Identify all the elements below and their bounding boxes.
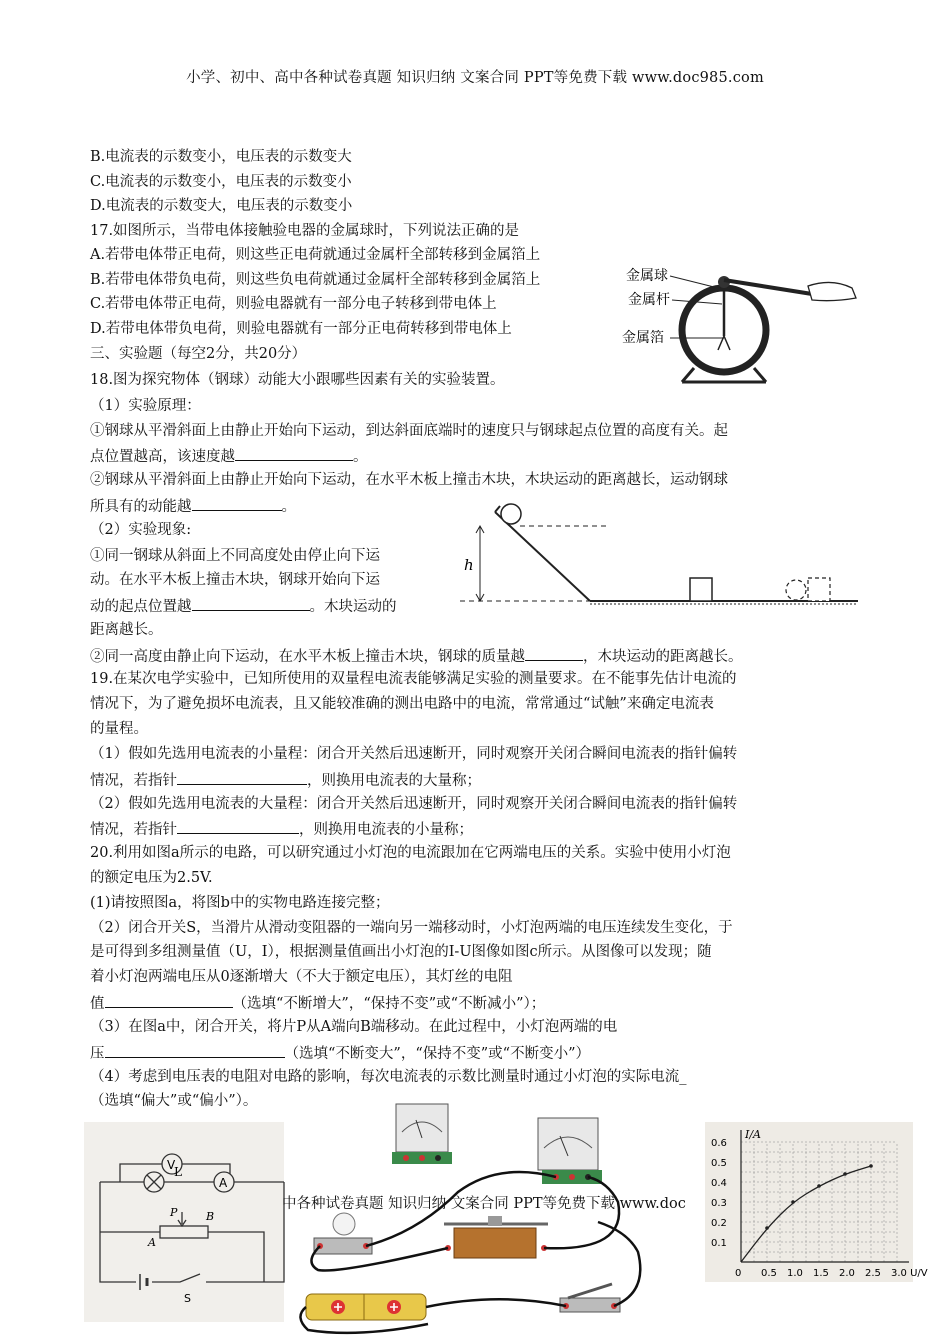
q20-part2a: （2）闭合开关S，当滑片从滑动变阻器的一端向另一端移动时，小灯泡两端的电压连续发生变化，于 [90, 920, 733, 936]
q18-principle-2a: ②钢球从平滑斜面上由静止开始向下运动，在水平木板上撞击木块，木块运动的距离越长，运动钢球 [90, 472, 728, 488]
q18-phenomenon-2: ②同一高度由静止向下运动，在水平木板上撞击木块，钢球的质量越 ，木块运动的距离越长。 [90, 645, 743, 667]
q16-option-c: C.电流表的示数变小，电压表的示数变小 [90, 174, 352, 190]
data-point [765, 1226, 769, 1230]
q19-part1a: （1）假如先选用电流表的小量程：闭合开关然后迅速断开，同时观察开关闭合瞬间电流表的指针偏转 [90, 746, 738, 762]
data-point [843, 1172, 847, 1176]
x-tick-label: 3.0 U/V [891, 1268, 928, 1279]
q20-part4b: （选填“偏大”或“偏小”）。 [90, 1093, 258, 1109]
answer-blank[interactable] [192, 495, 282, 511]
q20-part1: (1)请按照图a，将图b中的实物电路连接完整； [90, 895, 390, 911]
ball-moved [786, 580, 806, 600]
q18-phenomenon-1d: 距离越长。 [90, 622, 163, 638]
answer-blank[interactable] [177, 769, 307, 785]
q16-option-d: D.电流表的示数变大，电压表的示数变小 [90, 198, 353, 214]
wood-block [690, 578, 712, 601]
data-point [869, 1164, 873, 1168]
q19-stem-b: 情况下，为了避免损坏电流表，且又能较准确的测出电路中的电流，常常通过“试触”来确定电流表 [90, 696, 714, 712]
answer-blank[interactable] [105, 1042, 285, 1058]
q20-part4a: （4）考虑到电压表的电阻对电路的影响，每次电流表的示数比测量时通过小灯泡的实际电流_ [90, 1069, 687, 1085]
steel-ball [501, 504, 521, 524]
end-a-label: A [148, 1236, 156, 1249]
q19-stem-c: 的量程。 [90, 721, 148, 737]
label-metal-ball: 金属球 [626, 268, 668, 284]
hand-icon [808, 282, 856, 300]
x-tick-label: 0.5 [761, 1268, 777, 1279]
section-3-heading: 三、实验题（每空2分，共20分） [90, 346, 307, 362]
q18-principle-1b: 点位置越高，该速度越 。 [90, 445, 368, 467]
ammeter-label: A [219, 1176, 228, 1190]
circuit-diagram-a [84, 1122, 284, 1322]
q20-part3b: 压 （选填“不断变大”，“保持不变”或“不断变小”） [90, 1042, 590, 1064]
bulb [333, 1213, 355, 1235]
battery-pack [306, 1294, 426, 1320]
q20-part2b: 是可得到多组测量值（U，I），根据测量值画出小灯泡的I-U图像如图c所示。从图像可以发现；随 [90, 944, 712, 960]
label-metal-rod: 金属杆 [628, 292, 670, 308]
electroscope-figure [612, 258, 862, 383]
answer-blank[interactable] [177, 818, 299, 834]
leader-line [670, 276, 718, 288]
page-header: 小学、初中、高中各种试卷真题 知识归纳 文案合同 PPT等免费下载 www.doc985.com [186, 70, 764, 86]
q18-principle-1a: ①钢球从平滑斜面上由静止开始向下运动，到达斜面底端时的速度只与钢球起点位置的高度有关。起 [90, 423, 728, 439]
wire [426, 1299, 566, 1307]
q17-option-a: A.若带电体带正电荷，则这些正电荷就通过金属杆全部转移到金属箔上 [90, 247, 541, 263]
x-tick-label: 0 [735, 1268, 742, 1279]
q18-part2: （2）实验现象: [90, 522, 192, 538]
q20-stem-a: 20.利用如图a所示的电路，可以研究通过小灯泡的电流跟加在它两端电压的关系。实验中使用小灯泡 [90, 845, 731, 861]
q18-principle-2b: 所具有的动能越 。 [90, 495, 296, 517]
q18-phenomenon-1c: 动的起点位置越 。木块运动的 [90, 595, 397, 617]
y-tick-label: 0.3 [711, 1198, 727, 1209]
slope-top [495, 506, 500, 512]
q17-stem: 17.如图所示，当带电体接触验电器的金属球时，下列说法正确的是 [90, 223, 520, 239]
y-tick-label: 0.2 [711, 1218, 727, 1229]
q19-stem-a: 19.在某次电学实验中，已知所使用的双量程电流表能够满足实验的测量要求。在不能事先估计电流的 [90, 671, 737, 687]
q20-stem-b: 的额定电压为2.5V. [90, 870, 213, 886]
switch-label: S [184, 1292, 191, 1305]
slider-label: P [170, 1206, 178, 1219]
rheostat-slider [488, 1216, 502, 1226]
answer-blank[interactable] [192, 595, 310, 611]
q17-option-b: B.若带电体带负电荷，则这些负电荷就通过金属杆全部转移到金属箔上 [90, 272, 541, 288]
answer-blank[interactable] [525, 645, 583, 661]
answer-blank[interactable] [235, 445, 353, 461]
slope [495, 512, 590, 601]
q20-part2c: 着小灯泡两端电压从0逐渐增大（不大于额定电压），其灯丝的电阻 [90, 969, 513, 985]
wood-block-moved [808, 578, 830, 601]
q18-stem: 18.图为探究物体（钢球）动能大小跟哪些因素有关的实验装置。 [90, 372, 505, 388]
ammeter-device [538, 1118, 598, 1170]
q17-option-c: C.若带电体带正电荷，则验电器就有一部分电子转移到带电体上 [90, 296, 497, 312]
watermark-overlay: 中各种试卷真题 知识归纳 文案合同 PPT等免费下载 www.doc [282, 1196, 686, 1212]
iu-graph-c [705, 1122, 928, 1282]
q19-part1b: 情况，若指针 ，则换用电流表的大量称； [90, 769, 481, 791]
incline-experiment-figure [440, 500, 860, 612]
q16-option-b: B.电流表的示数变小，电压表的示数变大 [90, 149, 352, 165]
q18-part1: （1）实验原理： [90, 398, 201, 414]
y-tick-label: 0.4 [711, 1178, 727, 1189]
terminal [419, 1155, 425, 1161]
voltmeter-label: V [167, 1158, 176, 1172]
q20-part3a: （3）在图a中，闭合开关，将片P从A端向B端移动。在此过程中，小灯泡两端的电 [90, 1019, 618, 1035]
x-tick-label: 2.0 [839, 1268, 855, 1279]
physical-circuit-figure-b [298, 1102, 698, 1336]
wire [598, 1222, 640, 1306]
x-tick-label: 2.5 [865, 1268, 881, 1279]
q20-part2d: 值 （选填“不断增大”，“保持不变”或“不断减小”）； [90, 992, 545, 1014]
x-tick-label: 1.0 [787, 1268, 803, 1279]
data-point [791, 1200, 795, 1204]
x-tick-label: 1.5 [813, 1268, 829, 1279]
q17-option-d: D.若带电体带负电荷，则验电器就有一部分正电荷转移到带电体上 [90, 321, 512, 337]
height-label: h [464, 556, 474, 574]
answer-blank[interactable] [105, 992, 233, 1008]
rheostat-coil [454, 1228, 536, 1258]
terminal [403, 1155, 409, 1161]
terminal [569, 1174, 575, 1180]
voltmeter-device [396, 1104, 448, 1152]
y-axis-label: I/A [745, 1128, 761, 1141]
end-b-label: B [206, 1210, 215, 1223]
switch-blade [568, 1284, 612, 1298]
q19-part2a: （2）假如先选用电流表的大量程：闭合开关然后迅速断开，同时观察开关闭合瞬间电流表的指针偏转 [90, 796, 738, 812]
switch-base [560, 1298, 620, 1312]
y-tick-label: 0.5 [711, 1158, 727, 1169]
y-tick-label: 0.1 [711, 1238, 727, 1249]
q18-phenomenon-1b: 动。在水平木板上撞击木块，钢球开始向下运 [90, 572, 380, 588]
y-tick-label: 0.6 [711, 1138, 727, 1149]
lamp-label: L [174, 1165, 182, 1179]
q18-phenomenon-1a: ①同一钢球从斜面上不同高度处由停止向下运 [90, 548, 380, 564]
terminal [435, 1155, 441, 1161]
label-metal-foil: 金属箔 [622, 330, 664, 346]
data-point [817, 1184, 821, 1188]
q19-part2b: 情况，若指针 ，则换用电流表的小量称； [90, 818, 473, 840]
